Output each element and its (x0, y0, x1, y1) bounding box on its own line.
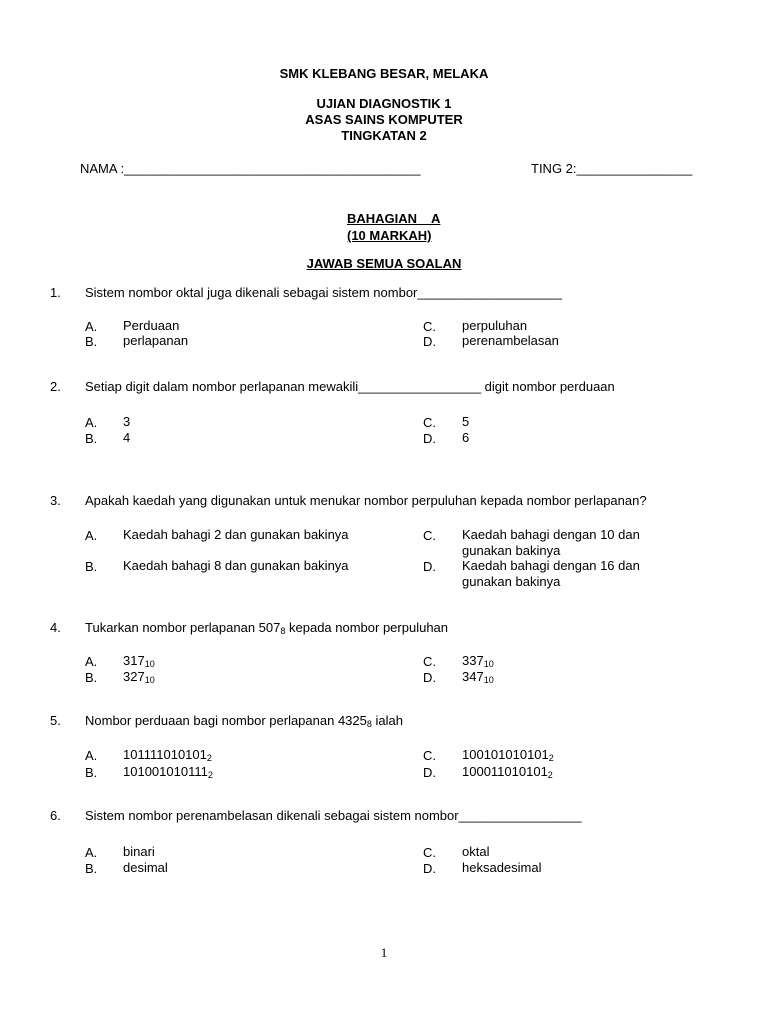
school-name: SMK KLEBANG BESAR, MELAKA (279, 66, 489, 81)
option-a[interactable]: 3 (123, 414, 131, 429)
option-letter: A. (85, 415, 98, 430)
option-b[interactable]: perlapanan (123, 333, 189, 348)
option-d[interactable]: Kaedah bahagi dengan 16 dan gunakan bakinya (462, 558, 640, 589)
option-base: 2 (548, 753, 554, 763)
option-letter: A. (85, 319, 98, 334)
page-number: 1 (380, 945, 388, 960)
class-field[interactable] (531, 161, 692, 176)
option-letter: D. (423, 559, 436, 574)
option-base: 10 (483, 675, 494, 685)
option-value: 100101010101 (462, 747, 549, 762)
option-letter: B. (85, 765, 98, 780)
option-letter: D. (423, 765, 436, 780)
option-letter: D. (423, 670, 436, 685)
option-c[interactable]: oktal (462, 844, 490, 859)
option-base: 2 (206, 753, 212, 763)
option-letter: A. (85, 654, 98, 669)
option-c[interactable]: perpuluhan (462, 318, 528, 333)
option-letter: B. (85, 861, 98, 876)
question-number: 1. (50, 285, 61, 300)
option-letter: B. (85, 431, 98, 446)
question-text: Apakah kaedah yang digunakan untuk menukar nombor perpuluhan kepada nombor perlapanan? (85, 493, 647, 508)
option-letter: D. (423, 861, 436, 876)
option-d[interactable] (462, 764, 553, 783)
option-letter: C. (423, 748, 436, 763)
subject-title: ASAS SAINS KOMPUTER (305, 112, 463, 127)
option-d[interactable]: perenambelasan (462, 333, 559, 348)
question-text-pre: Nombor perduaan bagi nombor perlapanan 4325 (85, 713, 367, 728)
option-a[interactable]: Perduaan (123, 318, 180, 333)
option-letter: A. (85, 748, 98, 763)
option-value: 347 (462, 669, 484, 684)
class-blank: ________________ (576, 161, 693, 176)
section-marks: (10 MARKAH) (347, 228, 432, 243)
class-label: TING 2: (531, 161, 577, 176)
name-blank: _________________________________________ (124, 161, 421, 176)
option-b[interactable] (123, 669, 155, 688)
exam-title: UJIAN DIAGNOSTIK 1 (316, 96, 452, 111)
option-base: 10 (483, 659, 494, 669)
question-text (85, 620, 448, 636)
form-title: TINGKATAN 2 (341, 128, 427, 143)
question-number: 3. (50, 493, 61, 508)
question-text-sub: 8 (280, 626, 286, 636)
option-letter: B. (85, 559, 98, 574)
question-number: 4. (50, 620, 61, 635)
option-a[interactable]: Kaedah bahagi 2 dan gunakan bakinya (123, 527, 349, 542)
question-number: 5. (50, 713, 61, 728)
question-text-sub: 8 (366, 719, 372, 729)
option-c[interactable]: Kaedah bahagi dengan 10 dan gunakan bakinya (462, 527, 640, 558)
option-value: 101111010101 (123, 747, 207, 762)
question-text-post: kepada nombor perpuluhan (285, 620, 449, 635)
option-d[interactable]: 6 (462, 430, 470, 445)
option-letter: A. (85, 528, 98, 543)
name-label: NAMA : (80, 161, 125, 176)
option-value: 317 (123, 653, 145, 668)
option-base: 2 (547, 770, 553, 780)
option-letter: D. (423, 334, 436, 349)
section-instruction: JAWAB SEMUA SOALAN (306, 256, 462, 271)
name-field[interactable] (80, 161, 421, 176)
option-letter: C. (423, 528, 436, 543)
question-number: 6. (50, 808, 61, 823)
question-text: Sistem nombor perenambelasan dikenali sebagai sistem nombor_________________ (85, 808, 582, 823)
option-base: 10 (144, 659, 155, 669)
option-b[interactable]: desimal (123, 860, 168, 875)
option-base: 10 (144, 675, 155, 685)
option-letter: B. (85, 670, 98, 685)
question-text: Setiap digit dalam nombor perlapanan mewakili_________________ digit nombor perduaan (85, 379, 615, 394)
option-letter: C. (423, 845, 436, 860)
option-value: 100011010101 (462, 764, 548, 779)
option-letter: A. (85, 845, 98, 860)
option-b[interactable] (123, 764, 213, 783)
option-letter: D. (423, 431, 436, 446)
option-value: 101001010111 (123, 764, 208, 779)
question-text-pre: Tukarkan nombor perlapanan 507 (85, 620, 281, 635)
option-letter: C. (423, 415, 436, 430)
question-text (85, 713, 403, 729)
question-number: 2. (50, 379, 61, 394)
option-d[interactable]: heksadesimal (462, 860, 542, 875)
option-b[interactable]: Kaedah bahagi 8 dan gunakan bakinya (123, 558, 349, 573)
option-a[interactable]: binari (123, 844, 155, 859)
option-value: 327 (123, 669, 145, 684)
question-text: Sistem nombor oktal juga dikenali sebagai sistem nombor____________________ (85, 285, 562, 300)
option-base: 2 (207, 770, 213, 780)
question-text-post: ialah (371, 713, 403, 728)
option-c[interactable]: 5 (462, 414, 470, 429)
option-d[interactable] (462, 669, 494, 688)
option-value: 337 (462, 653, 484, 668)
option-letter: C. (423, 654, 436, 669)
option-letter: C. (423, 319, 436, 334)
option-letter: B. (85, 334, 98, 349)
option-b[interactable]: 4 (123, 430, 131, 445)
section-title: BAHAGIAN A (347, 211, 441, 226)
